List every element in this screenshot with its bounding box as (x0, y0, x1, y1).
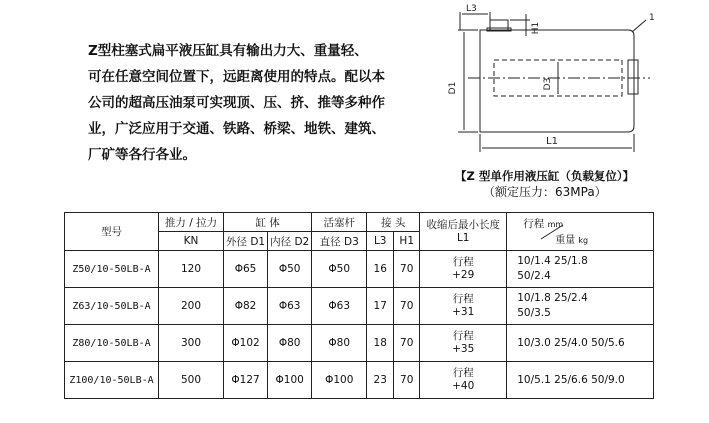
cell-l3: 17 (367, 288, 394, 325)
intro-line: 厂矿等各行各业。 (88, 147, 196, 163)
cell-h1: 70 (394, 251, 420, 288)
cell-force: 500 (159, 362, 224, 399)
header-min-length (420, 213, 507, 251)
cell-min-length (420, 288, 507, 325)
cell-l3: 16 (367, 251, 394, 288)
cell-d1: Φ127 (224, 362, 268, 399)
intro-paragraph (88, 38, 418, 168)
cell-weight-line: 10/3.0 25/4.0 50/5.6 (517, 336, 625, 349)
cell-d3: Φ63 (312, 288, 367, 325)
label-h1: H1 (531, 21, 541, 35)
header-stroke: 行程 mm (523, 218, 564, 230)
label-1: 1 (649, 13, 655, 23)
header-outer-diameter: 外径 D1 (224, 232, 268, 251)
cell-weight-line: 10/1.4 25/1.8 (517, 255, 588, 267)
header-force-unit: KN (159, 232, 224, 251)
header-joint: 接 头 (367, 213, 420, 232)
cell-d2: Φ100 (268, 362, 312, 399)
cell-weight-line: 50/3.5 (517, 307, 551, 319)
cell-stroke-weight (507, 251, 654, 288)
cell-model: Z100/10-50LB-A (65, 362, 159, 399)
cell-d3: Φ80 (312, 325, 367, 362)
cell-l3: 18 (367, 325, 394, 362)
cell-force: 300 (159, 325, 224, 362)
label-l3: L3 (466, 4, 477, 14)
header-stroke-weight (507, 213, 654, 251)
cell-d2: Φ63 (268, 288, 312, 325)
cell-stroke-weight (507, 325, 654, 362)
label-d1: D1 (448, 81, 458, 95)
cell-d2: Φ50 (268, 251, 312, 288)
marker-1-leader (632, 20, 646, 32)
cell-h1: 70 (394, 362, 420, 399)
header-weight: 重量 kg (555, 235, 589, 246)
table-row (65, 362, 654, 399)
table-row (65, 288, 654, 325)
cell-length-value: +31 (452, 306, 475, 318)
header-min-length-text: 收缩后最小长度 L1 (426, 218, 500, 244)
cell-weight-line: 10/5.1 25/6.6 50/9.0 (517, 373, 625, 386)
cell-length-label: 行程 (452, 330, 474, 342)
caption-rated-pressure: （额定压力：63MPa） (483, 185, 607, 199)
caption-title: 【Z 型单作用液压缸（负载复位）】 (455, 169, 635, 183)
table-row (65, 325, 654, 362)
cell-min-length (420, 251, 507, 288)
table-caption (455, 168, 695, 200)
spec-table (64, 212, 654, 399)
header-rod-diameter: 直径 D3 (312, 232, 367, 251)
label-d3: D3 (543, 77, 553, 91)
cell-length-label: 行程 (452, 367, 474, 379)
cell-weight-line: 10/1.8 25/2.4 (517, 292, 588, 304)
cylinder-body-outline (480, 30, 634, 132)
intro-line: Z型柱塞式扁平液压缸具有输出力大、重量轻、 (88, 43, 368, 59)
header-force: 推力 / 拉力 (159, 213, 224, 232)
cylinder-drawing (440, 0, 680, 165)
cell-length-label: 行程 (452, 293, 474, 305)
cell-model: Z50/10-50LB-A (65, 251, 159, 288)
cell-stroke-weight (507, 362, 654, 399)
cell-force: 120 (159, 251, 224, 288)
cell-length-label: 行程 (452, 256, 474, 268)
cell-force: 200 (159, 288, 224, 325)
table-row (65, 251, 654, 288)
cell-min-length (420, 362, 507, 399)
intro-line: 业，广泛应用于交通、铁路、桥梁、地铁、建筑、 (88, 121, 385, 137)
header-piston: 活塞杆 (312, 213, 367, 232)
cell-d1: Φ82 (224, 288, 268, 325)
header-l3: L3 (367, 232, 394, 251)
cell-l3: 23 (367, 362, 394, 399)
cell-h1: 70 (394, 288, 420, 325)
cell-min-length (420, 325, 507, 362)
header-inner-diameter: 内径 D2 (268, 232, 312, 251)
header-cylinder: 缸 体 (224, 213, 312, 232)
cell-d1: Φ102 (224, 325, 268, 362)
cell-length-value: +35 (452, 343, 475, 355)
cell-length-value: +29 (452, 269, 475, 281)
cell-weight-line: 50/2.4 (517, 270, 551, 282)
cell-d3: Φ50 (312, 251, 367, 288)
intro-line: 可在任意空间位置下，远距离使用的特点。配以本 (88, 69, 385, 85)
cell-model: Z80/10-50LB-A (65, 325, 159, 362)
header-model: 型号 (65, 213, 159, 251)
cell-model: Z63/10-50LB-A (65, 288, 159, 325)
intro-line: 公司的超高压油泵可实现顶、压、挤、推等多种作 (88, 95, 385, 111)
cell-d1: Φ65 (224, 251, 268, 288)
cell-d2: Φ80 (268, 325, 312, 362)
cell-stroke-weight (507, 288, 654, 325)
cell-length-value: +40 (452, 380, 475, 392)
cell-d3: Φ100 (312, 362, 367, 399)
label-l1: L1 (546, 136, 558, 147)
header-h1: H1 (394, 232, 420, 251)
cylinder-end-cap (628, 60, 638, 94)
cell-h1: 70 (394, 325, 420, 362)
